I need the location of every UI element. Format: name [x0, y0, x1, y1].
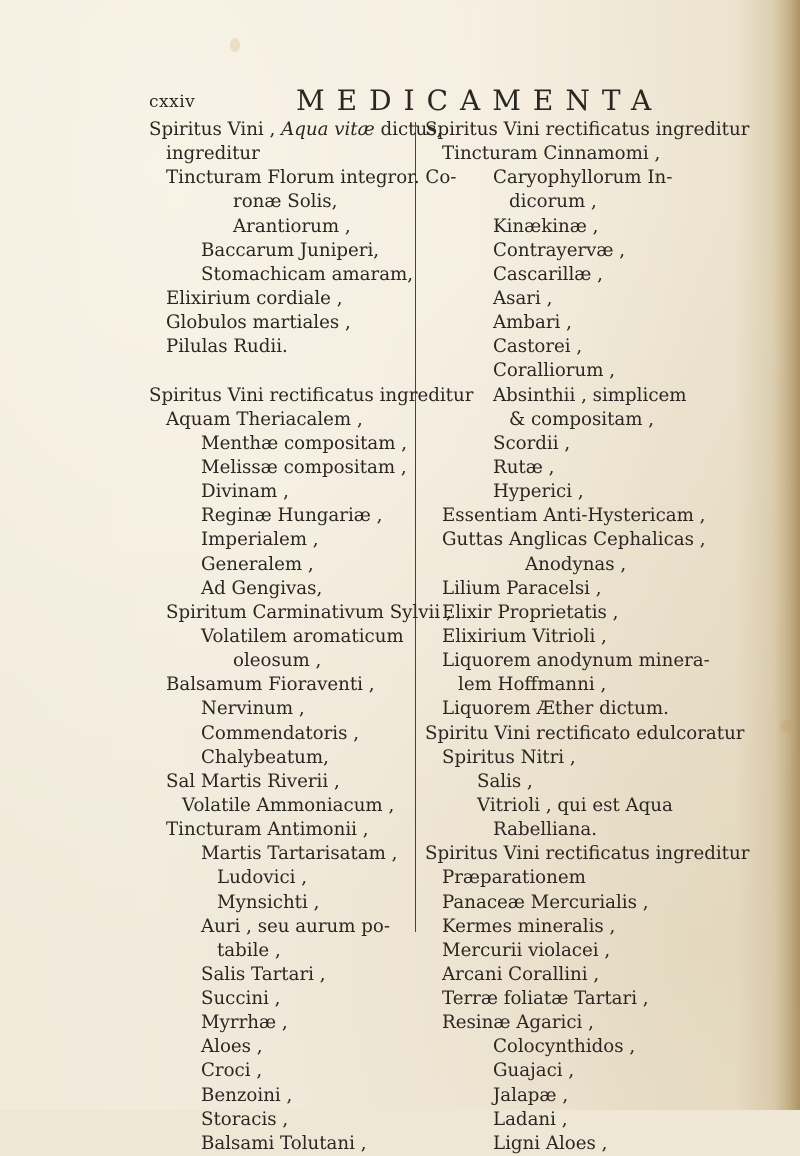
- left-column-line: [149, 190, 411, 214]
- right-column-line: [425, 891, 693, 915]
- line-text: Generalem ,: [201, 553, 314, 575]
- left-column-line: [149, 963, 411, 987]
- left-column-line: [149, 215, 411, 239]
- line-text: Salis ,: [477, 770, 533, 792]
- line-text: Kermes mineralis ,: [442, 915, 616, 937]
- left-column-line: [149, 456, 411, 480]
- line-text: Caryophyllorum In-: [493, 167, 673, 189]
- right-column-line: [425, 794, 693, 818]
- left-column-line: [149, 263, 414, 287]
- left-column-line: [149, 359, 411, 383]
- left-column-line: [149, 1035, 411, 1059]
- right-column-line: [425, 697, 693, 721]
- line-text: Contrayervæ ,: [493, 239, 626, 261]
- line-text: Tincturam Cinnamomi ,: [442, 143, 661, 165]
- left-column-line: [149, 866, 411, 890]
- line-text: Auri , seu aurum po-: [201, 915, 391, 937]
- line-text: Arantiorum ,: [233, 215, 351, 237]
- left-column-line: [149, 432, 411, 456]
- line-text: Myrrhæ ,: [201, 1012, 288, 1034]
- line-text: Terræ foliatæ Tartari ,: [442, 988, 649, 1010]
- line-text: Essentiam Anti-Hystericam ,: [442, 505, 706, 527]
- line-text: Elixirium Vitrioli ,: [442, 625, 607, 647]
- left-column-line: [149, 1084, 411, 1108]
- line-text: Coralliorum ,: [493, 360, 616, 382]
- line-text: Liquorem anodynum minera-: [442, 650, 710, 672]
- line-text: Tincturam Florum integror. Co-: [166, 167, 457, 189]
- line-text: Spiritus Vini ,: [149, 119, 282, 140]
- right-column-line: [425, 866, 693, 890]
- column-divider: [415, 122, 416, 932]
- left-column-line: [149, 577, 411, 601]
- line-text: Arcani Corallini ,: [442, 963, 600, 985]
- line-text: Kinækinæ ,: [493, 215, 599, 237]
- line-text: oleosum ,: [233, 650, 322, 672]
- left-column-line: [149, 311, 411, 335]
- right-column-line: [425, 480, 693, 504]
- line-text: dicorum ,: [509, 191, 597, 213]
- line-text: Guttas Anglicas Cephalicas ,: [442, 529, 706, 551]
- line-text: Succini ,: [201, 988, 281, 1010]
- line-text: Liquorem Æther dictum.: [442, 698, 669, 720]
- line-text: Ligni Aloes ,: [493, 1132, 608, 1154]
- left-column-line: [149, 335, 411, 359]
- line-text: Elixir Proprietatis ,: [442, 601, 619, 623]
- right-column-line: [425, 649, 710, 673]
- line-text: Jalapæ ,: [493, 1084, 569, 1106]
- left-column-line: [149, 239, 411, 263]
- line-text: Ad Gengivas,: [201, 577, 323, 599]
- line-text: Storacis ,: [201, 1108, 289, 1130]
- left-column-line: [149, 842, 411, 866]
- paper-stain: [780, 720, 792, 732]
- left-column-line: [149, 891, 411, 915]
- line-text: Spiritus Vini rectificatus ingreditur: [149, 384, 474, 406]
- line-italic-text: Aqua vitæ: [281, 119, 375, 140]
- right-column-line: [425, 335, 693, 359]
- line-text: Rutæ ,: [493, 456, 555, 478]
- right-column-line: [425, 408, 693, 432]
- line-text: Benzoini ,: [201, 1084, 293, 1106]
- line-text: Asari ,: [493, 287, 553, 309]
- right-column-line: [425, 287, 693, 311]
- line-text: Castorei ,: [493, 336, 583, 358]
- line-text: Nervinum ,: [201, 698, 305, 720]
- line-text: Globulos martiales ,: [166, 312, 351, 334]
- right-column-line: [425, 1059, 693, 1083]
- line-text: Baccarum Juniperi,: [201, 239, 380, 261]
- line-text: Croci ,: [201, 1060, 263, 1082]
- line-text: Reginæ Hungariæ ,: [201, 505, 383, 527]
- right-column-line: [425, 963, 693, 987]
- line-text: Commendatoris ,: [201, 722, 359, 744]
- right-column: [425, 118, 750, 1156]
- left-column-line: [149, 770, 411, 794]
- right-column-line: [425, 432, 693, 456]
- line-text: Stomachicam amaram,: [201, 263, 414, 285]
- line-text: Colocynthidos ,: [493, 1036, 636, 1058]
- line-text: Volatile Ammoniacum ,: [182, 794, 395, 816]
- right-column-line: [425, 190, 693, 214]
- right-column-line: [425, 1084, 693, 1108]
- left-column-line: [149, 528, 411, 552]
- left-column-line: [149, 915, 411, 939]
- line-text: Martis Tartarisatam ,: [201, 843, 398, 865]
- line-text: Spiritus Vini rectificatus ingreditur: [425, 843, 750, 865]
- right-column-line: [425, 118, 750, 142]
- line-text: Guajaci ,: [493, 1060, 575, 1082]
- right-column-line: [425, 842, 750, 866]
- left-column-line: [149, 166, 457, 190]
- line-text: Balsami Tolutani ,: [201, 1132, 367, 1154]
- right-column-line: [425, 625, 693, 649]
- line-text: Aloes ,: [201, 1036, 263, 1058]
- right-column-line: [425, 577, 693, 601]
- line-text: Spiritus Nitri ,: [442, 746, 576, 768]
- right-column-line: [425, 1035, 693, 1059]
- line-text-after: dictus,: [374, 119, 443, 140]
- line-text: Mercurii violacei ,: [442, 939, 611, 961]
- line-text: tabile ,: [217, 939, 281, 961]
- line-text: lem Hoffmanni ,: [458, 674, 607, 696]
- left-column-line: [149, 794, 411, 818]
- line-text: Spiritu Vini rectificato edulcoratur: [425, 722, 745, 744]
- left-column-line: [149, 553, 411, 577]
- left-column-line: [149, 1011, 411, 1035]
- paper-stain: [230, 38, 240, 52]
- right-column-line: [425, 1132, 693, 1156]
- right-column-line: [425, 359, 693, 383]
- line-text: Hyperici ,: [493, 481, 584, 503]
- line-text: Ludovici ,: [217, 867, 308, 889]
- right-column-line: [425, 456, 693, 480]
- right-column-line: [425, 166, 693, 190]
- right-column-line: [425, 915, 693, 939]
- line-text: Tincturam Antimonii ,: [166, 819, 369, 841]
- right-column-line: [425, 311, 693, 335]
- right-column-line: [425, 987, 693, 1011]
- right-column-line: [425, 239, 693, 263]
- line-text: Balsamum Fioraventi ,: [166, 674, 375, 696]
- line-text: ingreditur: [166, 143, 260, 165]
- line-text: Præparationem: [442, 867, 586, 889]
- line-text: Melissæ compositam ,: [201, 456, 407, 478]
- left-column-line: [149, 818, 411, 842]
- right-column-line: [425, 215, 693, 239]
- right-column-line: [425, 818, 693, 842]
- line-text: Menthæ compositam ,: [201, 432, 408, 454]
- right-column-line: [425, 1011, 693, 1035]
- line-text: Resinæ Agarici ,: [442, 1012, 594, 1034]
- line-text: Anodynas ,: [525, 553, 627, 575]
- line-text: Pilulas Rudii.: [166, 336, 288, 358]
- left-column-line: [149, 746, 411, 770]
- line-text: & compositam ,: [509, 408, 655, 430]
- line-text: Cascarillæ ,: [493, 263, 603, 285]
- page-edge-shadow: [774, 0, 800, 1110]
- left-column-line: [149, 987, 411, 1011]
- left-column-line: [149, 649, 411, 673]
- left-column-line: [149, 939, 411, 963]
- line-text: Ladani ,: [493, 1108, 568, 1130]
- right-column-line: [425, 746, 693, 770]
- right-column-line: [425, 384, 693, 408]
- line-text: Spiritum Carminativum Sylvii ,: [166, 601, 452, 623]
- left-column-line: [149, 142, 411, 166]
- line-text: Absinthii , simplicem: [493, 384, 687, 406]
- left-column-line: [149, 287, 411, 311]
- left-column-line: [149, 1059, 411, 1083]
- right-column-line: [425, 939, 693, 963]
- right-column-line: [425, 601, 693, 625]
- line-text: Elixirium cordiale ,: [166, 287, 343, 309]
- line-text: Scordii ,: [493, 432, 571, 454]
- line-text: Spiritus Vini rectificatus ingreditur: [425, 119, 750, 140]
- line-text: Imperialem ,: [201, 529, 319, 551]
- running-title: MEDICAMENTA: [296, 84, 664, 117]
- line-text: Volatilem aromaticum: [201, 625, 404, 647]
- right-column-line: [425, 142, 693, 166]
- right-column-line: [425, 553, 693, 577]
- line-text: ronæ Solis,: [233, 191, 338, 213]
- right-column-line: [425, 722, 745, 746]
- line-text: Salis Tartari ,: [201, 963, 326, 985]
- right-column-line: [425, 528, 706, 552]
- left-column-line: [149, 408, 411, 432]
- line-text: Chalybeatum,: [201, 746, 329, 768]
- left-column-line: [149, 118, 443, 142]
- line-text: Aquam Theriacalem ,: [166, 408, 363, 430]
- right-column-line: [425, 504, 706, 528]
- right-column-line: [425, 1108, 693, 1132]
- line-text: Lilium Paracelsi ,: [442, 577, 602, 599]
- left-column-line: [149, 384, 474, 408]
- line-text: Rabelliana.: [493, 819, 597, 841]
- line-text: Divinam ,: [201, 481, 289, 503]
- page-number: cxxiv: [149, 92, 196, 112]
- line-text: Ambari ,: [493, 312, 572, 334]
- right-column-line: [425, 770, 693, 794]
- left-column: [149, 118, 474, 1156]
- right-column-line: [425, 673, 693, 697]
- left-column-line: [149, 480, 411, 504]
- left-column-line: [149, 601, 452, 625]
- right-column-line: [425, 263, 693, 287]
- line-text: Panaceæ Mercurialis ,: [442, 891, 649, 913]
- left-column-line: [149, 697, 411, 721]
- line-text: Mynsichti ,: [217, 891, 320, 913]
- left-column-line: [149, 722, 411, 746]
- line-text: Sal Martis Riverii ,: [166, 770, 340, 792]
- left-column-line: [149, 1132, 411, 1156]
- left-column-line: [149, 673, 411, 697]
- left-column-line: [149, 1108, 411, 1132]
- left-column-line: [149, 504, 411, 528]
- left-column-line: [149, 625, 411, 649]
- line-text: Vitrioli , qui est Aqua: [477, 794, 673, 816]
